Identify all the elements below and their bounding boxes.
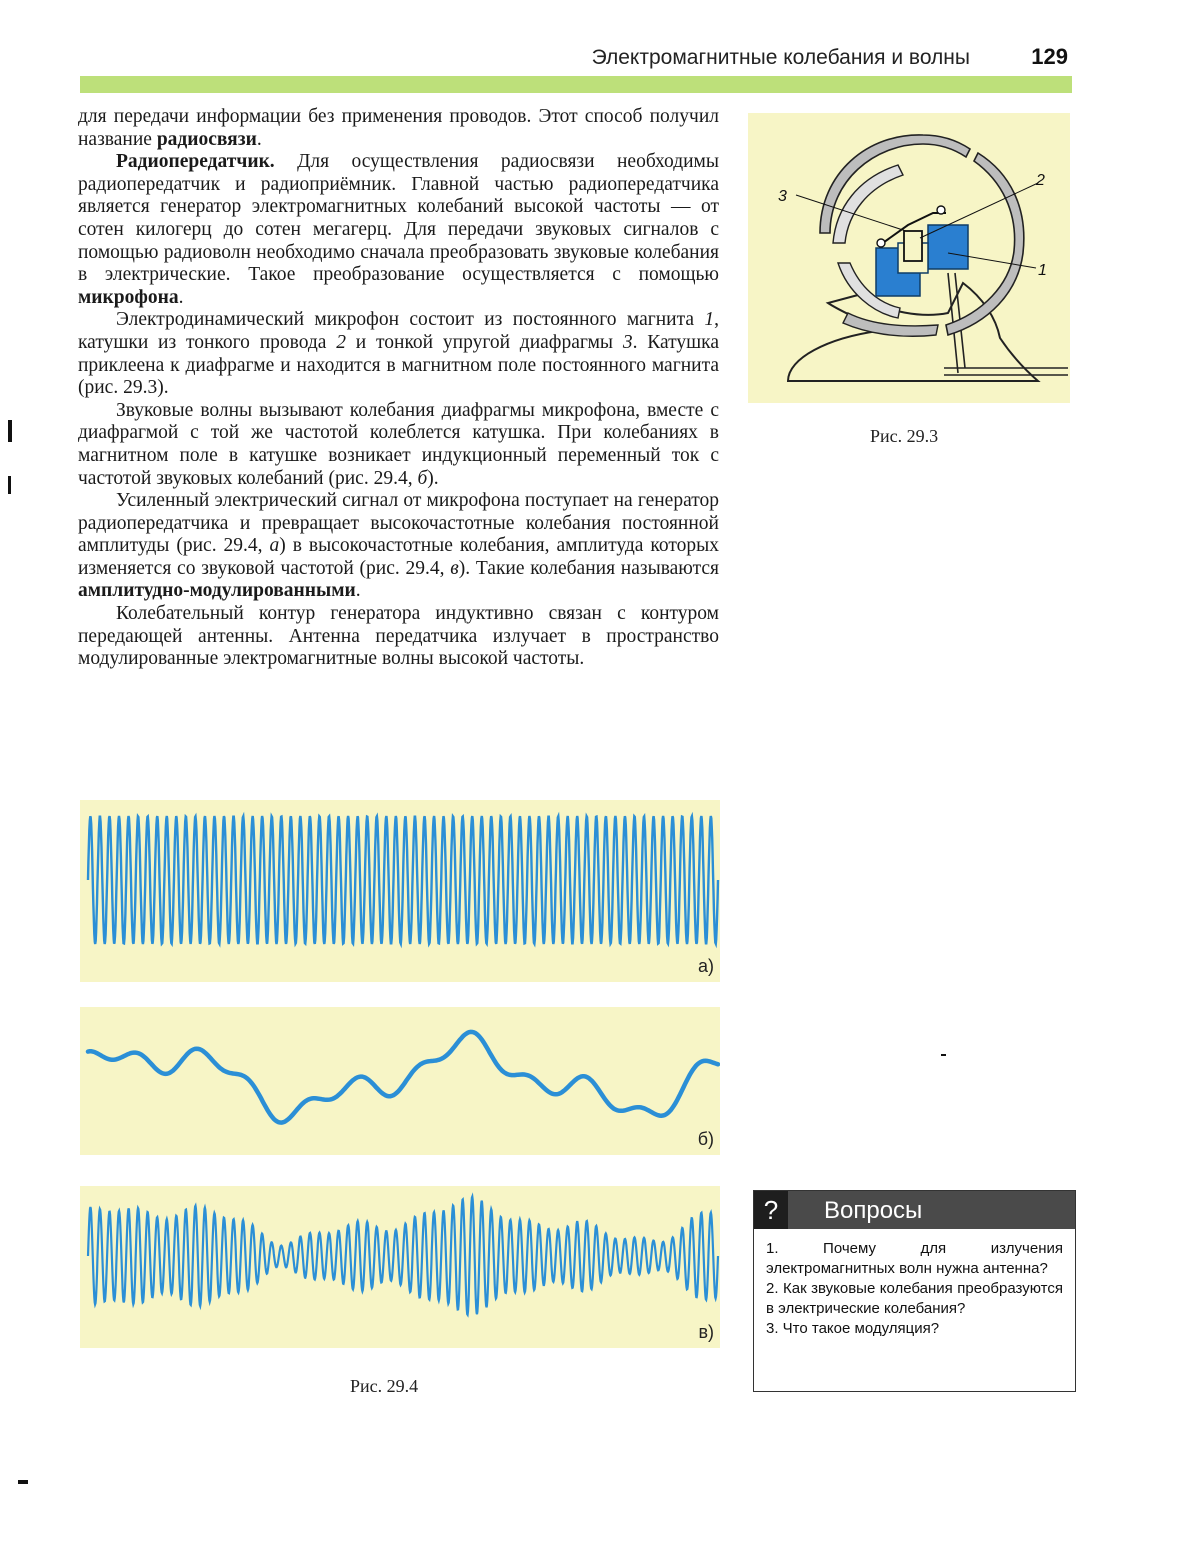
label-1: 1 <box>1038 262 1047 279</box>
text-run: ). <box>427 467 439 489</box>
ref-v: в <box>450 557 459 579</box>
paragraph-3 <box>78 309 719 399</box>
text-run: для передачи информации без применения проводов. Этот способ получил название <box>78 106 719 150</box>
text-run: Усиленный электрический сигнал от микрофона поступает на генератор радиопередатчика и превращает высокочастотные колебания постоянной амплитуды (рис. 29.4, <box>78 490 719 557</box>
text-run: Звуковые волны вызывают колебания диафрагмы микрофона, вместе с диафрагмой с той же частотой колеблется катушка. При колебаниях в магнитном поле в катушке возникает индукционный переменный ток с частотой звуковых колебаний (рис. 29.4, <box>78 399 719 489</box>
paragraph-4 <box>78 400 719 490</box>
text-run: Электродинамический микрофон состоит из постоянного магнита <box>116 309 705 331</box>
page-header <box>80 40 1070 74</box>
audio-wave <box>88 1032 718 1123</box>
modulated-wave <box>88 1197 718 1315</box>
ref-1: 1 <box>704 309 715 331</box>
paragraph-5 <box>78 490 719 603</box>
text-run: . <box>178 286 184 308</box>
ref-2: 2 <box>336 331 346 353</box>
wave-panel-c <box>80 1186 720 1348</box>
scan-mark <box>18 1480 28 1484</box>
paragraph-1 <box>78 106 719 151</box>
text-run: . <box>355 580 361 602</box>
header-band <box>80 76 1072 93</box>
questions-title: Вопросы <box>824 1197 923 1224</box>
question-item: 3. Что такое модуляция? <box>766 1320 940 1337</box>
text-run: Для осуществления радиосвязи необходимы радиопередатчик и радиоприёмник. Главной частью радиопередатчика является генератор электромагнитных колебаний высокой частоты — от сотен килогерц до сотен мегагерц. Для передачи звуковых сигналов с помощью радиоволн необходимо сначала преобразовать звуковые колебания в электрические. Такое преобразование осуществляется с помощью <box>78 151 719 286</box>
carrier-wave <box>88 816 718 944</box>
term-amplitude-modulated: амплитудно-модулированными <box>78 580 356 602</box>
page-number: 129 <box>1031 44 1068 69</box>
ref-a: а <box>269 535 280 557</box>
ref-b: б <box>417 467 428 489</box>
panel-label-c: в) <box>698 1322 714 1342</box>
microphone-diagram <box>748 113 1070 403</box>
text-run: , катушки из тонкого провода <box>78 309 719 353</box>
questions-list <box>754 1229 1075 1339</box>
wave-panel-b <box>80 1007 720 1155</box>
screw-right <box>937 206 945 214</box>
paragraph-2 <box>78 151 719 309</box>
caption-fig-29-3: Рис. 29.3 <box>870 426 939 446</box>
question-mark-icon: ? <box>754 1191 788 1229</box>
label-3: 3 <box>778 188 787 205</box>
heading-transmitter: Радиопередатчик. <box>116 151 275 173</box>
questions-header <box>754 1191 1075 1229</box>
text-run: . Катушка приклеена к диафрагме и находится в магнитном поле постоянного магнита (рис. 29.3). <box>78 331 719 399</box>
text-run: Колебательный контур генератора индуктивно связан с контуром передающей антенны. Антенна передатчика излучает в пространство модулированные электромагнитные волны высокой частоты. <box>78 603 719 670</box>
ref-3: 3 <box>622 331 633 353</box>
caption-fig-29-4: Рис. 29.4 <box>350 1376 419 1396</box>
questions-box <box>753 1190 1076 1392</box>
coil <box>904 231 922 261</box>
main-text <box>78 106 719 671</box>
question-item: 1. Почему для излучения электромагнитных волн нужна антенна? <box>766 1240 1063 1277</box>
modulated-wave-svg <box>80 1186 720 1348</box>
panel-label-b: б) <box>697 1129 714 1149</box>
panel-label-a: а) <box>697 956 714 976</box>
label-2: 2 <box>1036 172 1045 189</box>
text-run: и тонкой упругой диафрагмы <box>346 331 623 353</box>
text-run: ) в высокочастотные колебания, амплитуда которых изменяется со звуковой частотой (рис. 29.4, <box>78 535 719 579</box>
paragraph-6 <box>78 603 719 671</box>
scan-mark <box>941 1054 946 1056</box>
scan-mark <box>8 420 12 442</box>
wave-panel-a <box>80 800 720 982</box>
carrier-wave-svg <box>80 800 720 982</box>
screw-left <box>877 239 885 247</box>
scan-mark <box>8 476 11 494</box>
text-run: ). Такие колебания называются <box>458 557 719 579</box>
term-microphone: микрофона <box>78 286 179 308</box>
figure-microphone <box>748 113 1070 403</box>
question-item: 2. Как звуковые колебания преобразуются в электрические колебания? <box>766 1280 1063 1317</box>
chapter-title: Электромагнитные колебания и волны <box>591 46 970 69</box>
term-radio-communication: радиосвязи <box>156 128 257 150</box>
audio-wave-svg <box>80 1007 720 1155</box>
text-run: . <box>256 128 262 150</box>
